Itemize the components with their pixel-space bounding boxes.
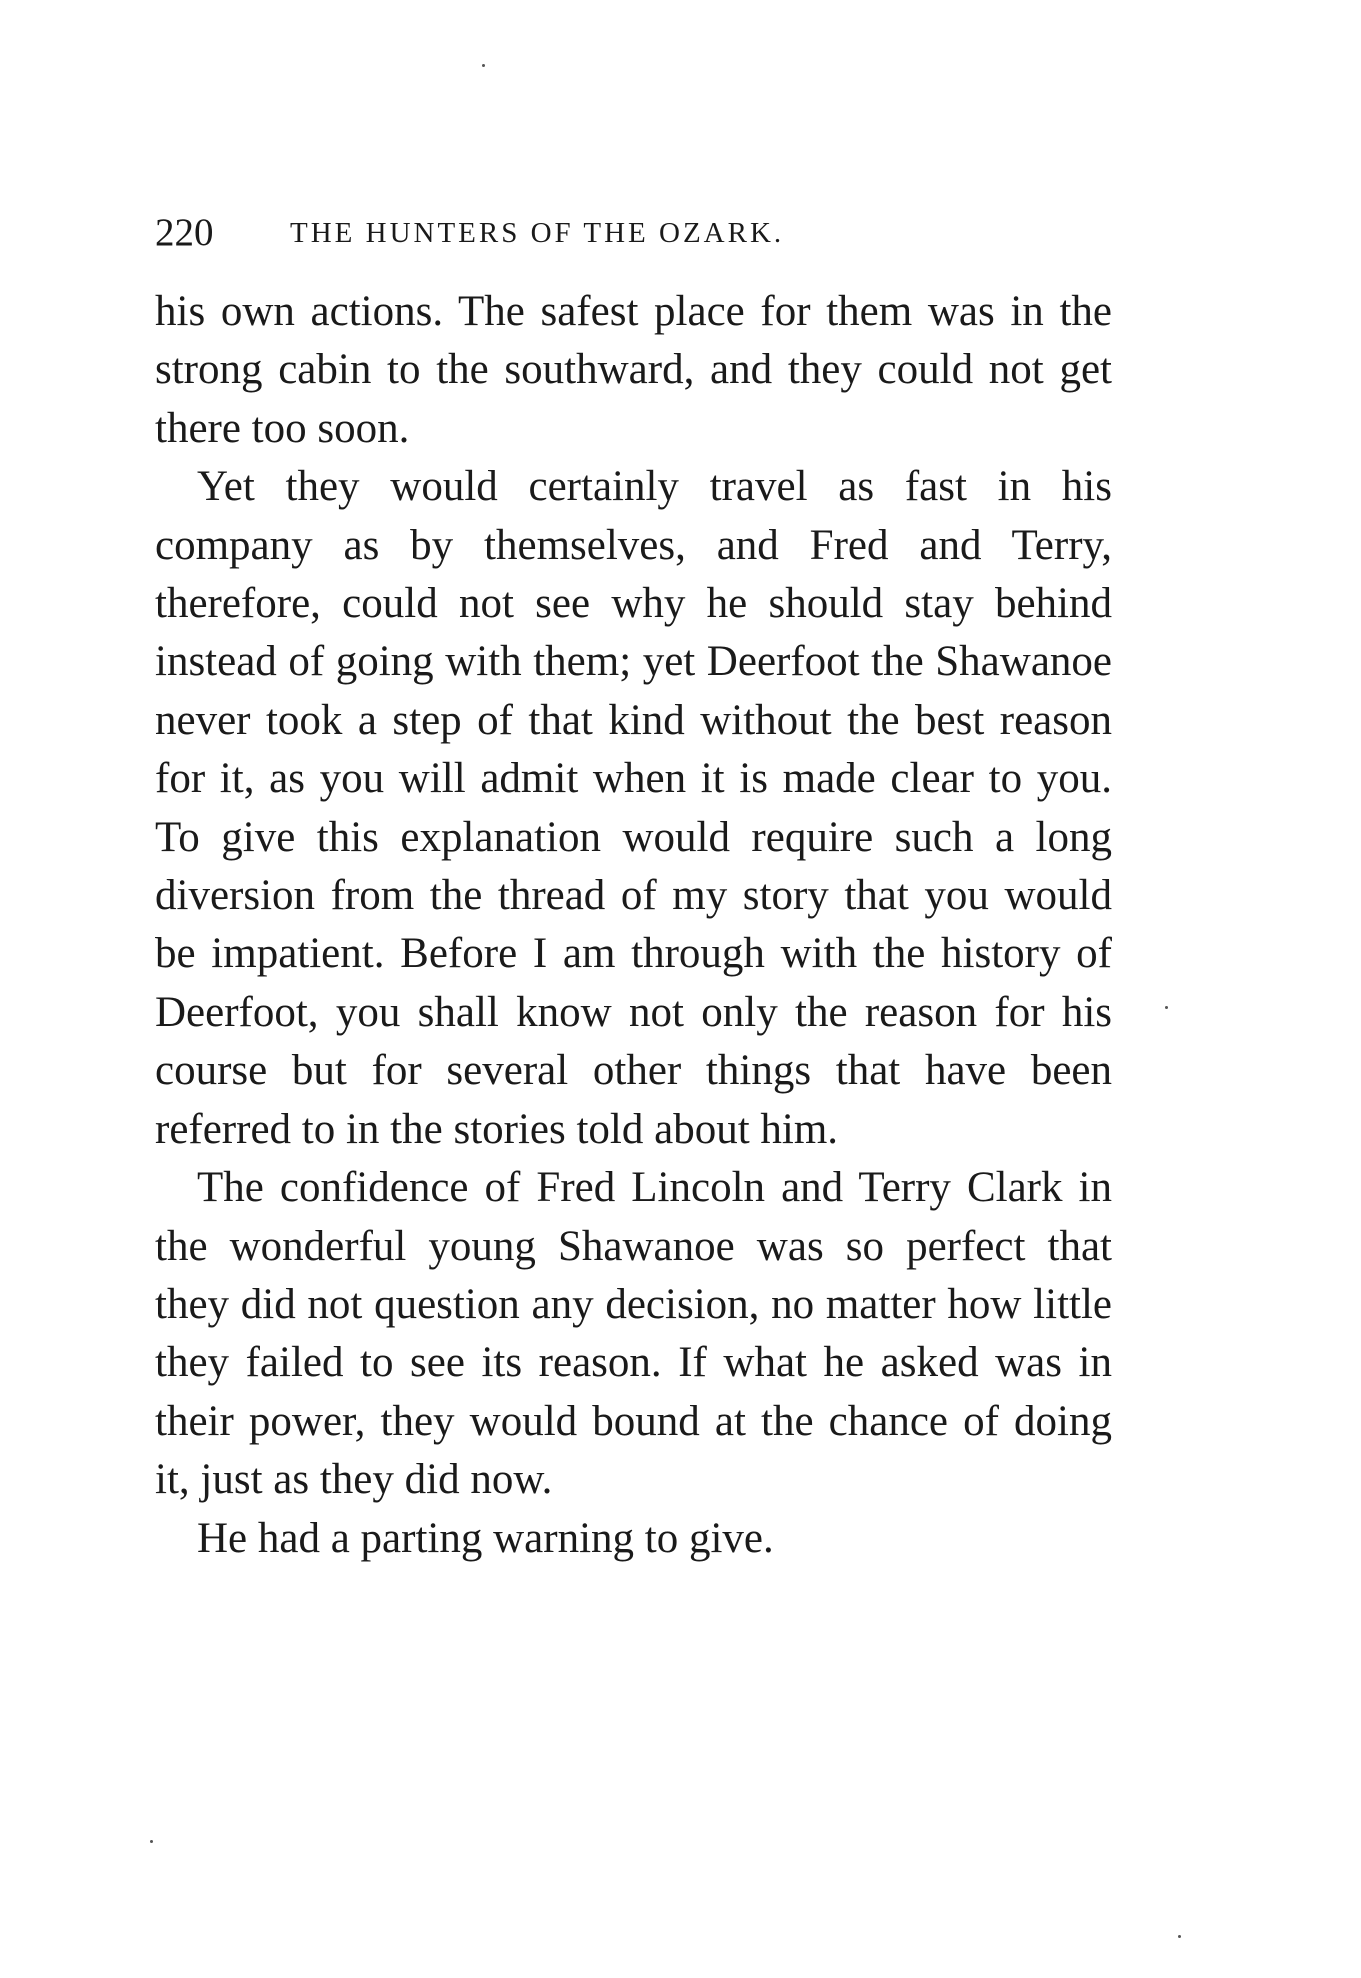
page-number: 220 <box>155 211 214 254</box>
paragraph-continuation: his own actions. The safest place for them was in the strong cabin to the southward, and they could not get there too soon. <box>155 288 1112 452</box>
body-text <box>155 283 1112 1568</box>
running-head <box>155 210 1115 260</box>
paper-speck <box>150 1840 153 1843</box>
paragraph-deerfoot-reason: Yet they would certainly travel as fast in his company as by themselves, and Fred and Terry, therefore, could not see why he should stay behind instead of going with them; yet Deerfoot the Shawanoe never took a step of that kind without the best reason for it, as you will admit when it is made clear to you. To give this explanation would require such a long diversion from the thread of my story that you would be impatient. Before I am through with the history of Deerfoot, you shall know not only the reason for his course but for several other things that have been referred to in the stories told about him. <box>155 463 1112 1153</box>
paper-speck <box>1178 1935 1181 1938</box>
paper-speck <box>482 64 485 67</box>
paragraph-confidence: The confidence of Fred Lincoln and Terry Clark in the wonderful young Shawanoe was so perfect that they did not question any decision, no matter how little they failed to see its reason. If what he asked was in their power, they would bound at the chance of doing it, just as they did now. <box>155 1164 1112 1504</box>
book-title: THE HUNTERS OF THE OZARK. <box>290 217 785 249</box>
paragraph-parting-warning: He had a parting warning to give. <box>197 1514 774 1562</box>
paper-speck <box>1165 1006 1168 1009</box>
